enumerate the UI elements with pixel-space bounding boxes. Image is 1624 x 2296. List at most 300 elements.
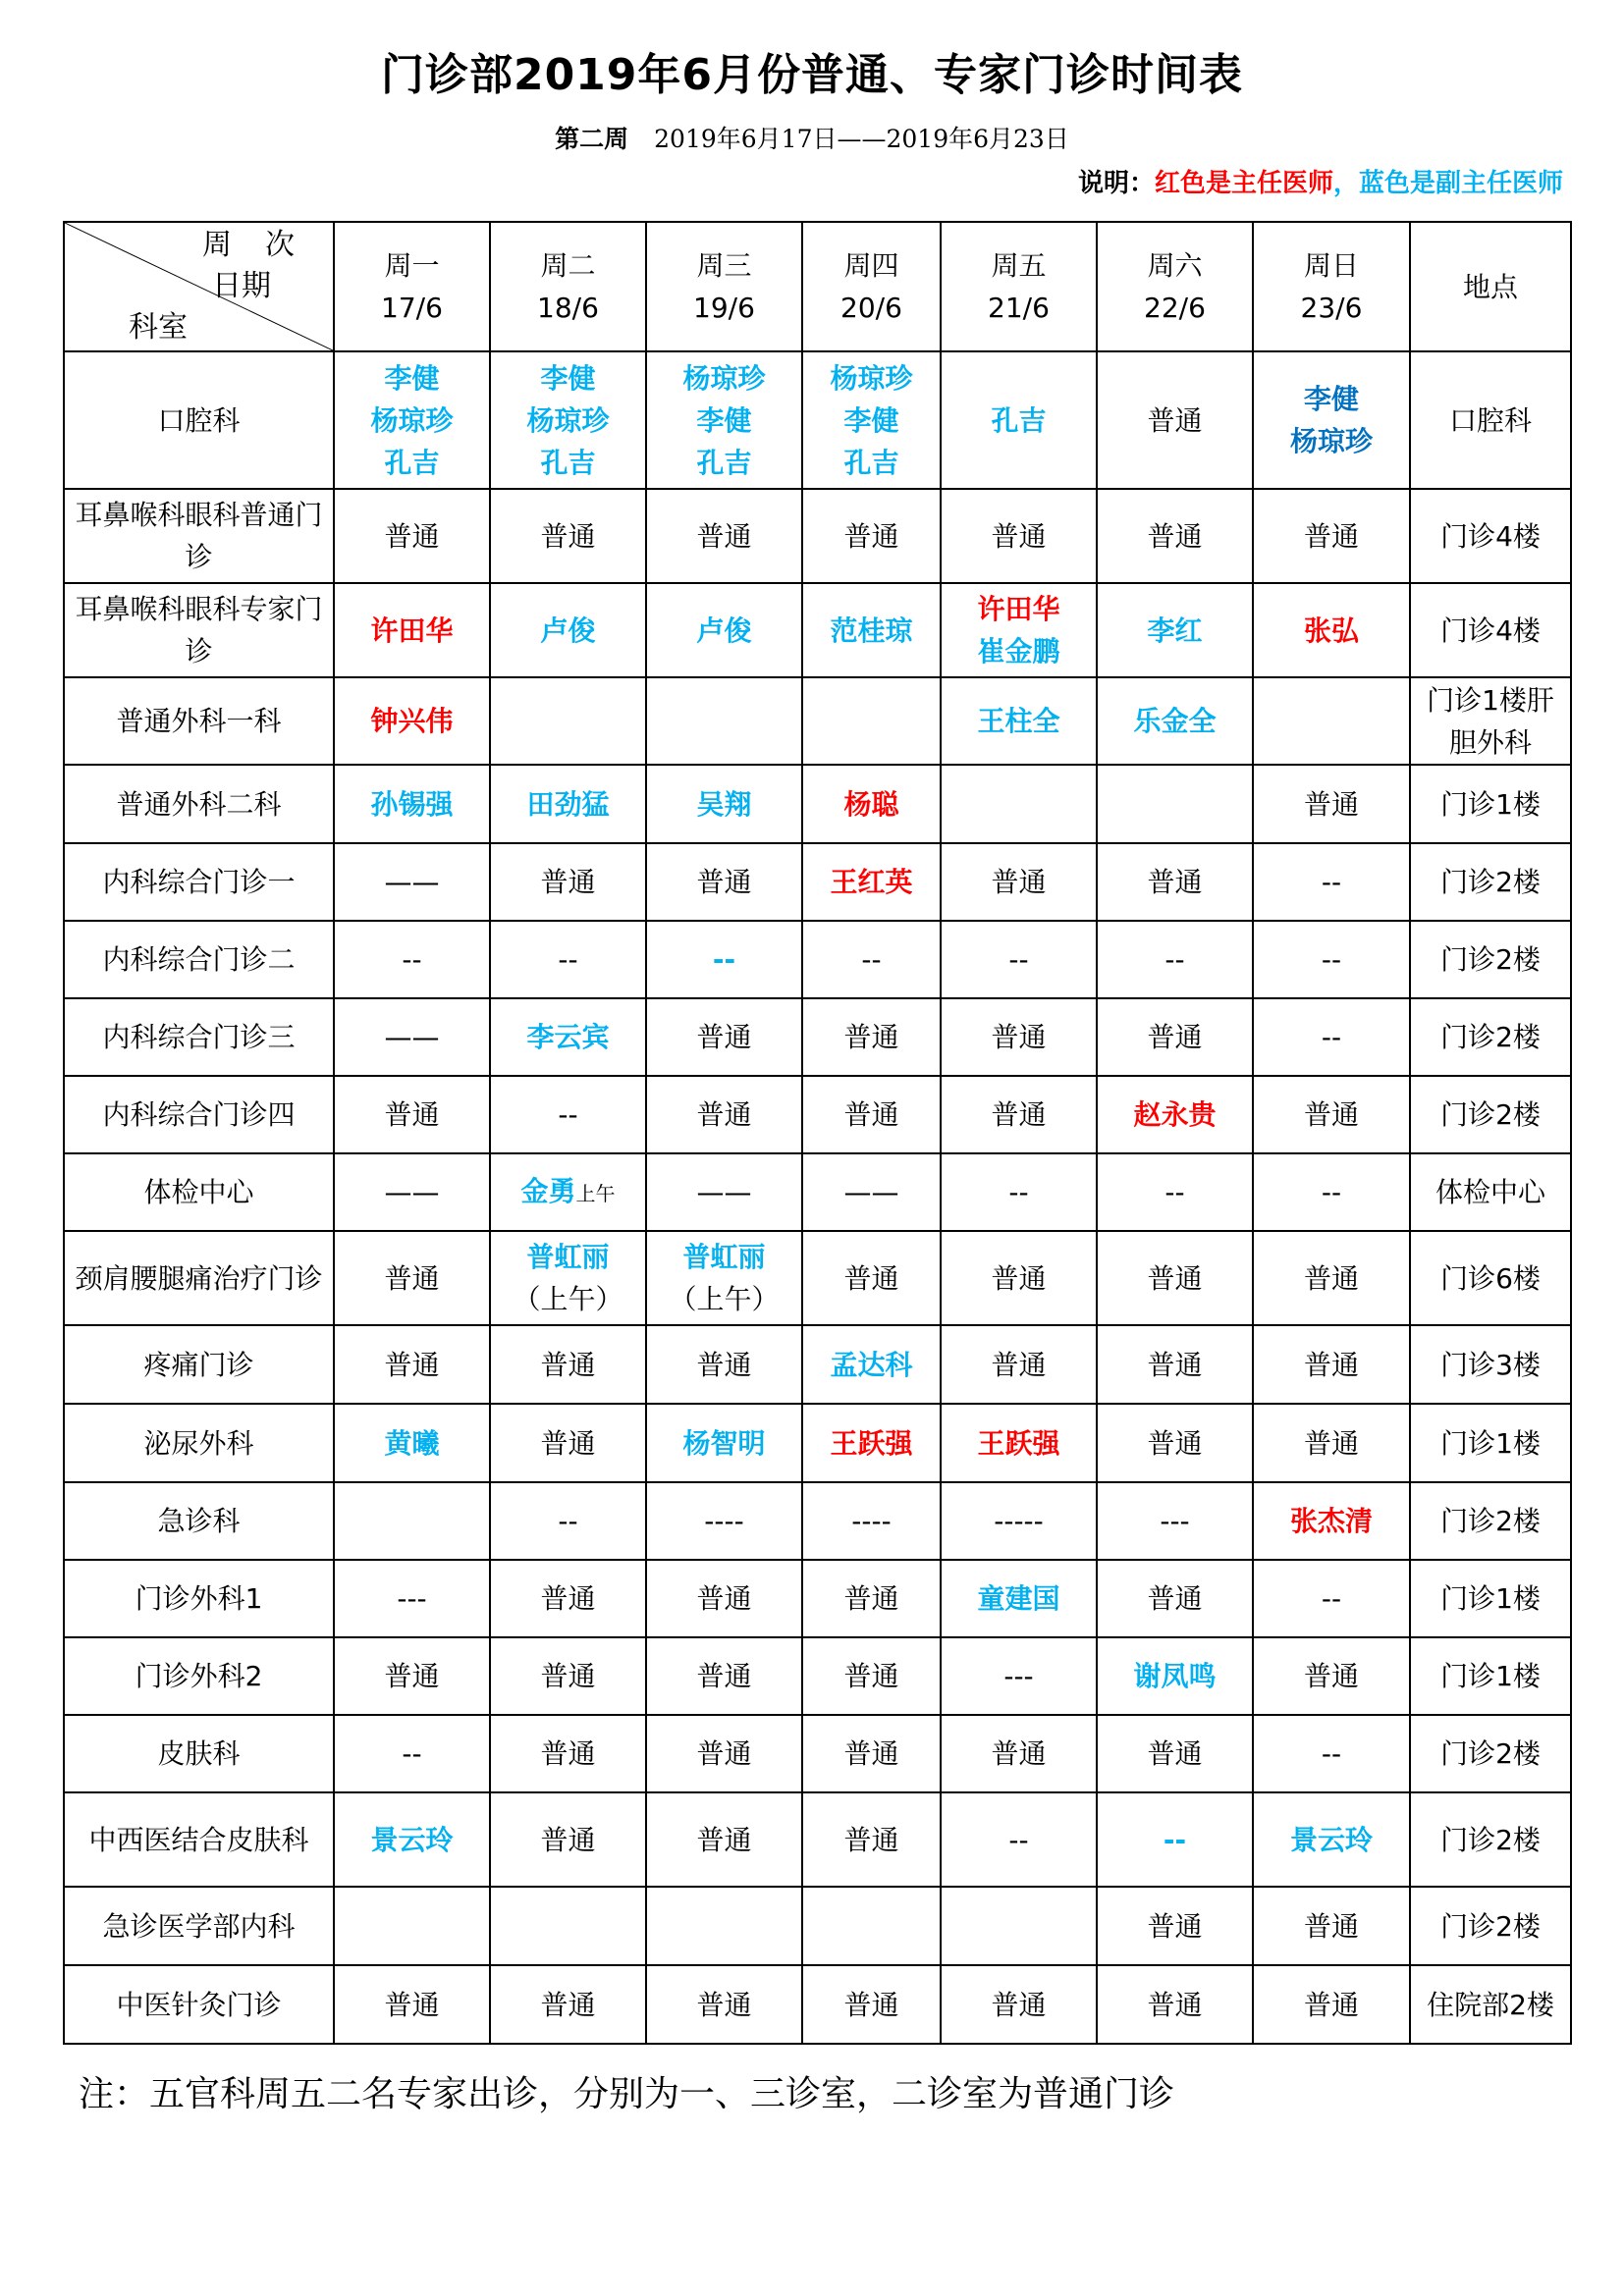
doctor-entry: -- xyxy=(1321,866,1342,898)
schedule-cell xyxy=(802,1325,941,1404)
doctor-entry: 普通 xyxy=(696,1348,752,1381)
doctor-entry: 普通 xyxy=(540,1426,596,1460)
doctor-entry: 李健 xyxy=(384,361,440,395)
schedule-cell xyxy=(1097,921,1253,998)
schedule-cell xyxy=(334,1482,490,1560)
schedule-cell xyxy=(646,351,802,489)
legend-blue: 蓝色是副主任医师 xyxy=(1358,169,1563,198)
schedule-cell xyxy=(1253,843,1410,921)
schedule-cell xyxy=(802,489,941,583)
schedule-cell xyxy=(1097,1076,1253,1153)
doctor-entry: 范桂琼 xyxy=(830,614,913,647)
schedule-cell xyxy=(1253,1560,1410,1637)
schedule-cell xyxy=(802,1715,941,1792)
schedule-cell xyxy=(802,1560,941,1637)
schedule-cell xyxy=(646,1482,802,1560)
schedule-cell xyxy=(802,1887,941,1965)
schedule-cell xyxy=(334,1076,490,1153)
schedule-cell xyxy=(334,921,490,998)
schedule-cell xyxy=(1253,1482,1410,1560)
doctor-entry: 普通 xyxy=(1147,1582,1203,1615)
day-header-sun: 周日 23/6 xyxy=(1253,222,1410,351)
corner-week-label: 周次 xyxy=(202,228,328,262)
schedule-cell xyxy=(802,1792,941,1887)
schedule-cell xyxy=(1097,998,1253,1076)
doctor-entry: -- xyxy=(1164,1176,1185,1208)
schedule-cell xyxy=(334,1560,490,1637)
doctor-entry: 杨琼珍 xyxy=(370,403,454,437)
schedule-cell xyxy=(490,1231,646,1325)
doctor-entry: 普通 xyxy=(696,1988,752,2021)
schedule-cell xyxy=(941,1792,1097,1887)
table-row xyxy=(64,1887,1571,1965)
dept-cell: 体检中心 xyxy=(64,1153,334,1231)
doctor-entry: 普通 xyxy=(843,1988,899,2021)
schedule-cell xyxy=(334,765,490,843)
doctor-entry: 普通 xyxy=(1303,1988,1359,2021)
doctor-entry: 乐金全 xyxy=(1133,705,1217,737)
schedule-cell xyxy=(941,489,1097,583)
dept-cell: 急诊科 xyxy=(64,1482,334,1560)
table-row xyxy=(64,1715,1571,1792)
schedule-cell xyxy=(1253,1637,1410,1715)
doctor-entry: —— xyxy=(384,1176,440,1208)
doctor-entry: 赵永贵 xyxy=(1133,1098,1217,1131)
schedule-cell xyxy=(1097,1404,1253,1482)
schedule-cell xyxy=(941,1560,1097,1637)
doctor-entry: —— xyxy=(696,1176,752,1208)
schedule-cell xyxy=(802,1076,941,1153)
location-cell: 门诊1楼 xyxy=(1410,1404,1571,1482)
schedule-cell xyxy=(802,677,941,765)
schedule-cell xyxy=(1097,489,1253,583)
schedule-cell xyxy=(802,1482,941,1560)
doctor-entry: 张弘 xyxy=(1303,614,1359,647)
week-label: 第二周 xyxy=(555,125,629,153)
doctor-entry: 普通 xyxy=(384,1348,440,1381)
schedule-cell xyxy=(490,1482,646,1560)
table-row xyxy=(64,677,1571,765)
location-cell: 门诊1楼 xyxy=(1410,1560,1571,1637)
doctor-entry: 普通 xyxy=(1147,1988,1203,2021)
schedule-cell xyxy=(334,583,490,677)
doctor-entry: 李健 xyxy=(1303,383,1359,415)
doctor-entry: 普通 xyxy=(1303,1261,1359,1295)
schedule-cell xyxy=(1253,1325,1410,1404)
week-subtitle xyxy=(0,120,1624,155)
doctor-entry: 杨智明 xyxy=(682,1426,766,1460)
schedule-table xyxy=(63,221,1572,2045)
doctor-entry: 张杰清 xyxy=(1289,1505,1373,1537)
schedule-cell xyxy=(941,1076,1097,1153)
doctor-entry: 普通 xyxy=(843,1098,899,1131)
schedule-cell xyxy=(941,843,1097,921)
schedule-cell xyxy=(334,1792,490,1887)
doctor-entry: -- xyxy=(1008,1176,1029,1208)
doctor-entry: 王红英 xyxy=(830,866,913,898)
doctor-entry: 普通 xyxy=(1303,1660,1359,1692)
doctor-entry: -- xyxy=(402,943,422,976)
schedule-cell xyxy=(1097,1231,1253,1325)
doctor-entry: ----- xyxy=(994,1505,1044,1537)
schedule-cell xyxy=(1097,1792,1253,1887)
doctor-entry: 金勇上午 xyxy=(520,1174,616,1207)
schedule-cell xyxy=(334,1231,490,1325)
doctor-entry: -- xyxy=(558,1505,578,1537)
doctor-entry: ---- xyxy=(851,1505,892,1537)
location-cell: 门诊2楼 xyxy=(1410,1715,1571,1792)
doctor-entry: 景云玲 xyxy=(370,1823,454,1856)
doctor-entry: -- xyxy=(1321,1021,1342,1053)
doctor-entry: 普通 xyxy=(384,1988,440,2021)
doctor-entry: 普通 xyxy=(1303,519,1359,553)
doctor-entry: 普通 xyxy=(696,519,752,553)
doctor-entry: 李云宾 xyxy=(526,1021,610,1053)
doctor-entry: 普通 xyxy=(991,1098,1047,1131)
dept-cell: 泌尿外科 xyxy=(64,1404,334,1482)
schedule-cell xyxy=(490,351,646,489)
doctor-entry: 普通 xyxy=(1147,1348,1203,1381)
schedule-cell xyxy=(1253,351,1410,489)
doctor-entry: 普通 xyxy=(1147,866,1203,898)
day-header-thu: 周四 20/6 xyxy=(802,222,941,351)
schedule-cell xyxy=(646,921,802,998)
doctor-entry: -- xyxy=(1008,943,1029,976)
doctor-entry: 普通 xyxy=(1303,1348,1359,1381)
schedule-cell xyxy=(941,998,1097,1076)
doctor-entry: 许田华 xyxy=(370,614,454,647)
schedule-cell xyxy=(1097,351,1253,489)
doctor-entry: 景云玲 xyxy=(1289,1823,1373,1856)
doctor-entry: 普通 xyxy=(843,1823,899,1856)
schedule-cell xyxy=(1253,677,1410,765)
dept-cell: 普通外科二科 xyxy=(64,765,334,843)
corner-date-label: 日期 xyxy=(212,269,271,303)
doctor-entry: 普通 xyxy=(384,1098,440,1131)
schedule-cell xyxy=(941,1637,1097,1715)
doctor-entry: 普通 xyxy=(384,1261,440,1295)
doctor-entry: -- xyxy=(558,943,578,976)
doctor-entry: -- xyxy=(1164,943,1185,976)
location-cell: 门诊1楼肝胆外科 xyxy=(1410,677,1571,765)
doctor-entry: 杨琼珍 xyxy=(526,403,610,437)
doctor-entry: 普通 xyxy=(1147,519,1203,553)
schedule-cell xyxy=(941,583,1097,677)
day-header-tue: 周二 18/6 xyxy=(490,222,646,351)
header-row xyxy=(64,222,1571,351)
schedule-cell xyxy=(334,1887,490,1965)
table-row xyxy=(64,765,1571,843)
doctor-entry: 普通 xyxy=(1303,787,1359,821)
doctor-entry: 许田华 xyxy=(977,593,1060,625)
schedule-cell xyxy=(646,677,802,765)
dept-cell: 皮肤科 xyxy=(64,1715,334,1792)
schedule-cell xyxy=(941,1404,1097,1482)
location-cell: 门诊2楼 xyxy=(1410,1076,1571,1153)
schedule-cell xyxy=(334,1325,490,1404)
date-range: 2019年6月17日——2019年6月23日 xyxy=(654,125,1069,153)
doctor-entry: 崔金鹏 xyxy=(977,635,1060,667)
location-cell: 住院部2楼 xyxy=(1410,1965,1571,2044)
doctor-entry: 王柱全 xyxy=(977,705,1060,737)
schedule-cell xyxy=(646,1231,802,1325)
schedule-cell xyxy=(941,677,1097,765)
dept-cell: 门诊外科2 xyxy=(64,1637,334,1715)
schedule-cell xyxy=(802,1404,941,1482)
dept-cell: 耳鼻喉科眼科普通门诊 xyxy=(64,489,334,583)
dept-cell: 内科综合门诊二 xyxy=(64,921,334,998)
schedule-cell xyxy=(802,1637,941,1715)
schedule-cell xyxy=(334,1404,490,1482)
doctor-entry: 王跃强 xyxy=(830,1426,913,1460)
doctor-entry: 黄曦 xyxy=(384,1426,440,1460)
dept-cell: 疼痛门诊 xyxy=(64,1325,334,1404)
dept-cell: 颈肩腰腿痛治疗门诊 xyxy=(64,1231,334,1325)
schedule-cell xyxy=(1253,1792,1410,1887)
doctor-entry: 普通 xyxy=(991,1737,1047,1770)
schedule-cell xyxy=(1097,843,1253,921)
schedule-cell xyxy=(334,1965,490,2044)
doctor-entry: 李健 xyxy=(540,361,596,395)
schedule-cell xyxy=(490,489,646,583)
legend-prefix: 说明： xyxy=(1077,169,1155,198)
doctor-entry: 普通 xyxy=(991,519,1047,553)
schedule-cell xyxy=(941,1153,1097,1231)
doctor-entry: 普通 xyxy=(843,1582,899,1615)
doctor-entry: 普通 xyxy=(1147,1426,1203,1460)
schedule-cell xyxy=(646,843,802,921)
doctor-entry: -- xyxy=(861,943,882,976)
schedule-cell xyxy=(334,489,490,583)
doctor-entry: 田劲猛 xyxy=(526,787,610,821)
schedule-cell xyxy=(334,677,490,765)
day-header-wed: 周三 19/6 xyxy=(646,222,802,351)
dept-cell: 内科综合门诊三 xyxy=(64,998,334,1076)
doctor-entry: 李健 xyxy=(696,403,752,437)
location-cell: 门诊1楼 xyxy=(1410,765,1571,843)
schedule-cell xyxy=(646,1637,802,1715)
schedule-cell xyxy=(1097,765,1253,843)
schedule-cell xyxy=(490,765,646,843)
schedule-cell xyxy=(941,1482,1097,1560)
doctor-entry: 普通 xyxy=(540,1660,596,1692)
schedule-cell xyxy=(490,1637,646,1715)
dept-cell: 急诊医学部内科 xyxy=(64,1887,334,1965)
table-row xyxy=(64,583,1571,677)
doctor-entry: 孔吉 xyxy=(991,403,1047,437)
dept-cell: 口腔科 xyxy=(64,351,334,489)
page-title: 门诊部2019年6月份普通、专家门诊时间表 xyxy=(380,50,1244,100)
schedule-cell xyxy=(1253,1076,1410,1153)
doctor-entry: （上午） xyxy=(513,1283,623,1315)
schedule-cell xyxy=(1253,765,1410,843)
doctor-entry: 普通 xyxy=(540,1582,596,1615)
doctor-entry: 普通 xyxy=(1147,1021,1203,1053)
schedule-cell xyxy=(941,1965,1097,2044)
table-row xyxy=(64,1076,1571,1153)
table-row xyxy=(64,489,1571,583)
schedule-cell xyxy=(802,921,941,998)
doctor-entry: —— xyxy=(843,1176,899,1208)
doctor-entry: 杨琼珍 xyxy=(1289,425,1373,457)
schedule-cell xyxy=(1253,1715,1410,1792)
doctor-entry: 普通 xyxy=(384,519,440,553)
doctor-entry: 普通 xyxy=(1303,1426,1359,1460)
schedule-cell xyxy=(334,351,490,489)
doctor-entry: 普通 xyxy=(991,1348,1047,1381)
doctor-entry: 普通 xyxy=(696,1582,752,1615)
doctor-entry: 普通 xyxy=(1303,1909,1359,1943)
schedule-cell xyxy=(1253,583,1410,677)
doctor-entry: -- xyxy=(1321,1176,1342,1208)
doctor-entry: 钟兴伟 xyxy=(370,705,454,737)
schedule-cell xyxy=(646,1792,802,1887)
dept-cell: 内科综合门诊四 xyxy=(64,1076,334,1153)
doctor-entry: 普通 xyxy=(540,1737,596,1770)
location-cell: 门诊2楼 xyxy=(1410,1887,1571,1965)
schedule-cell xyxy=(1253,998,1410,1076)
schedule-cell xyxy=(646,1965,802,2044)
doctor-entry: 普通 xyxy=(696,866,752,898)
location-cell: 门诊4楼 xyxy=(1410,583,1571,677)
schedule-cell xyxy=(490,677,646,765)
location-cell: 门诊2楼 xyxy=(1410,1792,1571,1887)
doctor-entry: 孔吉 xyxy=(696,446,752,479)
doctor-entry: 李健 xyxy=(843,403,899,437)
doctor-entry: 普通 xyxy=(1147,1909,1203,1943)
corner-dept-label: 科室 xyxy=(129,310,188,345)
schedule-cell xyxy=(646,489,802,583)
doctor-entry: 杨聪 xyxy=(843,787,899,821)
doctor-entry: 普通 xyxy=(696,1737,752,1770)
doctor-entry: 普通 xyxy=(540,1823,596,1856)
doctor-entry: 普通 xyxy=(540,519,596,553)
session-note: 上午 xyxy=(575,1181,616,1205)
table-row xyxy=(64,1231,1571,1325)
doctor-entry: （上午） xyxy=(669,1283,780,1315)
doctor-entry: 普通 xyxy=(843,1021,899,1053)
schedule-cell xyxy=(490,921,646,998)
schedule-cell xyxy=(646,765,802,843)
legend-sep: ， xyxy=(1332,169,1359,198)
schedule-cell xyxy=(490,1792,646,1887)
day-header-mon: 周一 17/6 xyxy=(334,222,490,351)
doctor-entry: --- xyxy=(1160,1505,1190,1537)
doctor-entry: --- xyxy=(397,1582,427,1615)
schedule-cell xyxy=(1097,1715,1253,1792)
schedule-cell xyxy=(334,843,490,921)
schedule-cell xyxy=(334,1637,490,1715)
location-header: 地点 xyxy=(1410,222,1571,351)
dept-cell: 普通外科一科 xyxy=(64,677,334,765)
schedule-cell xyxy=(490,998,646,1076)
table-row xyxy=(64,1325,1571,1404)
schedule-cell xyxy=(334,998,490,1076)
location-cell: 门诊4楼 xyxy=(1410,489,1571,583)
location-cell: 口腔科 xyxy=(1410,351,1571,489)
table-row xyxy=(64,1637,1571,1715)
schedule-cell xyxy=(802,1231,941,1325)
doctor-entry: 普通 xyxy=(843,519,899,553)
location-cell: 门诊2楼 xyxy=(1410,1482,1571,1560)
location-cell: 门诊2楼 xyxy=(1410,998,1571,1076)
schedule-cell xyxy=(802,765,941,843)
schedule-cell xyxy=(490,1715,646,1792)
doctor-entry: —— xyxy=(384,1021,440,1053)
dept-cell: 门诊外科1 xyxy=(64,1560,334,1637)
schedule-cell xyxy=(941,921,1097,998)
schedule-cell xyxy=(802,843,941,921)
schedule-cell xyxy=(490,1153,646,1231)
doctor-entry: 普通 xyxy=(1303,1098,1359,1131)
schedule-cell xyxy=(334,1715,490,1792)
doctor-entry: 孔吉 xyxy=(843,446,899,479)
doctor-entry: 普通 xyxy=(1147,1261,1203,1295)
schedule-cell xyxy=(490,1076,646,1153)
schedule-cell xyxy=(490,843,646,921)
doctor-entry: 普虹丽 xyxy=(526,1241,610,1273)
doctor-entry: 普通 xyxy=(540,1988,596,2021)
doctor-entry: -- xyxy=(1321,943,1342,976)
table-row xyxy=(64,1792,1571,1887)
schedule-cell xyxy=(1097,1560,1253,1637)
footnote: 注：五官科周五二名专家出诊，分别为一、三诊室，二诊室为普通门诊 xyxy=(79,2074,1175,2114)
schedule-cell xyxy=(646,1153,802,1231)
schedule-cell xyxy=(1253,1153,1410,1231)
schedule-cell xyxy=(1097,1482,1253,1560)
schedule-cell xyxy=(1097,1887,1253,1965)
doctor-entry: -- xyxy=(1163,1823,1187,1856)
schedule-cell xyxy=(1097,1325,1253,1404)
schedule-cell xyxy=(1097,1153,1253,1231)
location-cell: 门诊2楼 xyxy=(1410,921,1571,998)
schedule-cell xyxy=(646,583,802,677)
schedule-cell xyxy=(802,998,941,1076)
schedule-cell xyxy=(1097,677,1253,765)
doctor-entry: 孙锡强 xyxy=(370,787,454,821)
schedule-cell xyxy=(334,1153,490,1231)
schedule-cell xyxy=(802,1965,941,2044)
schedule-cell xyxy=(941,765,1097,843)
day-header-sat: 周六 22/6 xyxy=(1097,222,1253,351)
table-row xyxy=(64,1965,1571,2044)
table-row xyxy=(64,351,1571,489)
corner-header xyxy=(64,222,334,351)
schedule-cell xyxy=(1253,1231,1410,1325)
schedule-cell xyxy=(941,1887,1097,1965)
location-cell: 体检中心 xyxy=(1410,1153,1571,1231)
schedule-cell xyxy=(802,1153,941,1231)
schedule-cell xyxy=(1097,583,1253,677)
location-cell: 门诊1楼 xyxy=(1410,1637,1571,1715)
doctor-entry: —— xyxy=(384,866,440,898)
doctor-entry: 孔吉 xyxy=(384,446,440,479)
doctor-entry: -- xyxy=(712,943,736,976)
dept-cell: 耳鼻喉科眼科专家门诊 xyxy=(64,583,334,677)
schedule-cell xyxy=(941,351,1097,489)
schedule-cell xyxy=(490,1560,646,1637)
location-cell: 门诊3楼 xyxy=(1410,1325,1571,1404)
schedule-cell xyxy=(646,1560,802,1637)
schedule-cell xyxy=(802,583,941,677)
table-row xyxy=(64,1404,1571,1482)
doctor-entry: -- xyxy=(1008,1823,1029,1856)
doctor-entry: 普通 xyxy=(540,1348,596,1381)
schedule-cell xyxy=(1097,1637,1253,1715)
color-legend xyxy=(1078,163,1563,199)
schedule-cell xyxy=(646,1076,802,1153)
doctor-entry: 杨琼珍 xyxy=(682,361,766,395)
